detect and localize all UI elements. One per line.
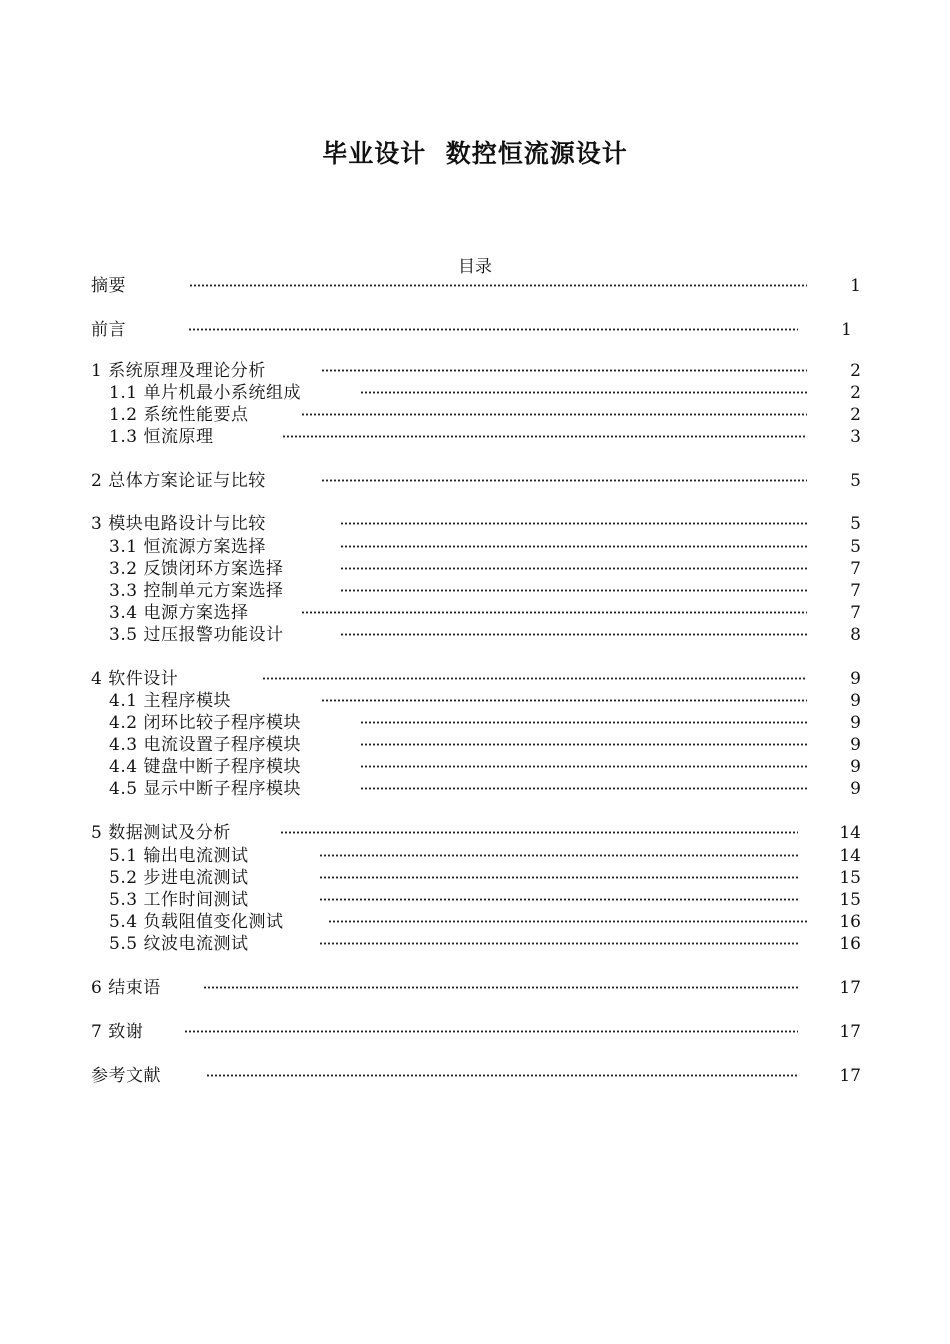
toc-dot-leader xyxy=(262,677,807,680)
toc-entry-label: 3.1 恒流源方案选择 xyxy=(109,537,266,557)
toc-entry-label: 5.4 负载阻值变化测试 xyxy=(109,912,284,932)
toc-entry[interactable] xyxy=(91,426,861,448)
toc-entry[interactable] xyxy=(91,275,861,297)
toc-entry-label: 4.4 键盘中断子程序模块 xyxy=(109,757,301,777)
toc-dot-leader xyxy=(280,831,798,834)
toc-dot-leader xyxy=(321,369,807,372)
toc-entry-page-number: 17 xyxy=(839,1066,861,1086)
toc-entry-label: 2 总体方案论证与比较 xyxy=(91,471,266,491)
toc-entry-label: 1.3 恒流原理 xyxy=(109,427,214,447)
toc-entry-label: 1.2 系统性能要点 xyxy=(109,405,249,425)
toc-entry-page-number: 16 xyxy=(839,934,861,954)
toc-entry-page-number: 1 xyxy=(850,276,861,296)
toc-dot-leader xyxy=(188,328,798,331)
toc-dot-leader xyxy=(282,435,807,438)
toc-entry-label: 4 软件设计 xyxy=(91,669,179,689)
toc-entry-page-number: 7 xyxy=(850,603,861,623)
toc-dot-leader xyxy=(360,787,807,790)
toc-entry-label: 1.1 单片机最小系统组成 xyxy=(109,383,301,403)
toc-dot-leader xyxy=(360,721,807,724)
toc-entry-label: 参考文献 xyxy=(91,1066,161,1086)
toc-entry[interactable] xyxy=(91,360,861,382)
toc-entry-page-number: 2 xyxy=(850,361,861,381)
toc-dot-leader xyxy=(360,391,807,394)
toc-entry-page-number: 9 xyxy=(850,691,861,711)
toc-entry[interactable] xyxy=(91,756,861,778)
toc-dot-leader xyxy=(340,633,807,636)
toc-entry[interactable] xyxy=(91,602,861,624)
toc-entry-label: 5 数据测试及分析 xyxy=(91,823,231,843)
toc-entry-page-number: 2 xyxy=(850,383,861,403)
toc-entry-page-number: 5 xyxy=(850,514,861,534)
toc-entry-label: 3.5 过压报警功能设计 xyxy=(109,625,284,645)
toc-dot-leader xyxy=(360,743,807,746)
toc-entry-label: 3.3 控制单元方案选择 xyxy=(109,581,284,601)
toc-entry-label: 5.3 工作时间测试 xyxy=(109,890,249,910)
toc-entry-label: 4.3 电流设置子程序模块 xyxy=(109,735,301,755)
toc-entry-page-number: 14 xyxy=(839,823,861,843)
toc-entry-label: 摘要 xyxy=(91,276,126,296)
toc-dot-leader xyxy=(189,284,807,287)
toc-entry[interactable] xyxy=(91,690,861,712)
document-title: 毕业设计 数控恒流源设计 xyxy=(322,139,628,168)
toc-dot-leader xyxy=(319,898,798,901)
toc-entry-page-number: 9 xyxy=(850,713,861,733)
toc-entry-label: 4.2 闭环比较子程序模块 xyxy=(109,713,301,733)
toc-entry[interactable] xyxy=(91,867,861,889)
toc-entry[interactable] xyxy=(91,778,861,800)
toc-entry[interactable] xyxy=(91,845,861,867)
toc-entry-label: 4.5 显示中断子程序模块 xyxy=(109,779,301,799)
toc-entry-page-number: 1 xyxy=(841,320,852,340)
toc-entry-label: 4.1 主程序模块 xyxy=(109,691,231,711)
toc-entry[interactable] xyxy=(91,933,861,955)
toc-dot-leader xyxy=(184,1030,798,1033)
toc-dot-leader xyxy=(360,765,807,768)
toc-entry-page-number: 17 xyxy=(839,1022,861,1042)
toc-entry[interactable] xyxy=(91,911,861,933)
toc-entry-label: 7 致谢 xyxy=(91,1022,144,1042)
toc-entry-label: 3.2 反馈闭环方案选择 xyxy=(109,559,284,579)
toc-entry-page-number: 9 xyxy=(850,757,861,777)
toc-dot-leader xyxy=(319,854,798,857)
toc-entry[interactable] xyxy=(91,404,861,426)
toc-entry-label: 6 结束语 xyxy=(91,978,161,998)
toc-entry-label: 前言 xyxy=(91,320,126,340)
toc-entry-page-number: 9 xyxy=(850,735,861,755)
toc-entry[interactable] xyxy=(91,977,861,999)
toc-entry[interactable] xyxy=(91,1065,861,1087)
toc-entry[interactable] xyxy=(91,734,861,756)
toc-dot-leader xyxy=(340,589,807,592)
toc-entry[interactable] xyxy=(91,382,861,404)
toc-entry[interactable] xyxy=(91,580,861,602)
toc-dot-leader xyxy=(206,1074,798,1077)
toc-entry[interactable] xyxy=(91,319,861,341)
toc-dot-leader xyxy=(340,545,807,548)
toc-entry[interactable] xyxy=(91,1021,861,1043)
toc-entry-page-number: 9 xyxy=(850,779,861,799)
toc-dot-leader xyxy=(301,611,807,614)
toc-entry-label: 5.1 输出电流测试 xyxy=(109,846,249,866)
toc-entry-label: 5.2 步进电流测试 xyxy=(109,868,249,888)
toc-dot-leader xyxy=(319,942,798,945)
toc-entry-page-number: 17 xyxy=(839,978,861,998)
toc-entry-page-number: 5 xyxy=(850,471,861,491)
toc-entry-label: 3 模块电路设计与比较 xyxy=(91,514,266,534)
toc-entry[interactable] xyxy=(91,536,861,558)
toc-entry-page-number: 9 xyxy=(850,669,861,689)
toc-dot-leader xyxy=(203,986,798,989)
toc-dot-leader xyxy=(340,567,807,570)
toc-entry[interactable] xyxy=(91,889,861,911)
toc-entry-label: 1 系统原理及理论分析 xyxy=(91,361,266,381)
toc-dot-leader xyxy=(321,699,807,702)
toc-entry-page-number: 5 xyxy=(850,537,861,557)
toc-entry-page-number: 7 xyxy=(850,581,861,601)
toc-entry[interactable] xyxy=(91,822,861,844)
toc-entry-page-number: 8 xyxy=(850,625,861,645)
toc-dot-leader xyxy=(301,413,807,416)
toc-entry-page-number: 3 xyxy=(850,427,861,447)
toc-entry-page-number: 7 xyxy=(850,559,861,579)
toc-heading: 目录 xyxy=(458,257,492,277)
toc-entry[interactable] xyxy=(91,558,861,580)
toc-entry[interactable] xyxy=(91,668,861,690)
toc-dot-leader xyxy=(319,876,798,879)
toc-entry[interactable] xyxy=(91,712,861,734)
toc-entry-page-number: 15 xyxy=(839,890,861,910)
toc-entry[interactable] xyxy=(91,624,861,646)
toc-entry-page-number: 16 xyxy=(839,912,861,932)
toc-dot-leader xyxy=(340,522,807,525)
toc-entry-page-number: 14 xyxy=(839,846,861,866)
toc-entry-label: 3.4 电源方案选择 xyxy=(109,603,249,623)
toc-entry[interactable] xyxy=(91,470,861,492)
toc-dot-leader xyxy=(321,479,807,482)
toc-entry-page-number: 2 xyxy=(850,405,861,425)
toc-dot-leader xyxy=(328,920,807,923)
toc-entry-label: 5.5 纹波电流测试 xyxy=(109,934,249,954)
toc-entry-page-number: 15 xyxy=(839,868,861,888)
toc-entry[interactable] xyxy=(91,513,861,535)
